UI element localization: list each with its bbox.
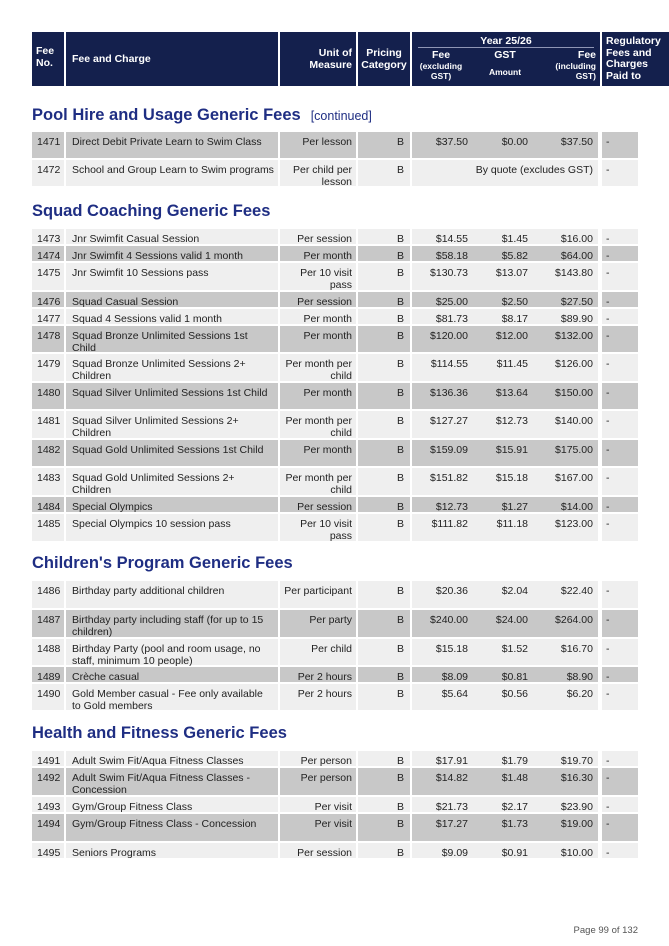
fee-number: 1488	[32, 639, 64, 665]
unit-of-measure: Per 2 hours	[280, 684, 356, 710]
fee-including-gst: $140.00	[532, 411, 598, 438]
section-title-childrens-program: Children's Program Generic Fees	[32, 554, 293, 572]
fee-description: Jnr Swimfit Casual Session	[66, 229, 278, 244]
fee-quote-note: By quote (excludes GST)	[412, 160, 598, 186]
pricing-category: B	[358, 768, 410, 795]
fee-excluding-gst: $17.91	[412, 751, 472, 766]
unit-of-measure: Per participant	[280, 581, 356, 608]
fee-including-gst: $89.90	[532, 309, 598, 324]
fee-including-gst: $16.70	[532, 639, 598, 665]
fee-including-gst: $175.00	[532, 440, 598, 466]
pricing-category: B	[358, 581, 410, 608]
fee-excluding-gst: $240.00	[412, 610, 472, 637]
fee-table-pool-hire	[32, 132, 638, 188]
table-row	[32, 263, 638, 290]
fee-number: 1489	[32, 667, 64, 682]
unit-of-measure: Per month per child	[280, 411, 356, 438]
fee-number: 1477	[32, 309, 64, 324]
unit-of-measure: Per month	[280, 246, 356, 261]
table-row	[32, 132, 638, 158]
table-row	[32, 797, 638, 812]
unit-of-measure: Per party	[280, 610, 356, 637]
fee-excluding-gst: $14.55	[412, 229, 472, 244]
fee-excluding-gst: $111.82	[412, 514, 472, 541]
gst-amount: $5.82	[472, 246, 532, 261]
fee-including-gst: $264.00	[532, 610, 598, 637]
fee-including-gst: $64.00	[532, 246, 598, 261]
fee-excluding-gst: $8.09	[412, 667, 472, 682]
fee-including-gst: $37.50	[532, 132, 598, 158]
fee-number: 1492	[32, 768, 64, 795]
table-row	[32, 383, 638, 409]
fee-description: Special Olympics	[66, 497, 278, 512]
fee-description: Adult Swim Fit/Aqua Fitness Classes	[66, 751, 278, 766]
pricing-category: B	[358, 246, 410, 261]
fee-including-gst: $150.00	[532, 383, 598, 409]
pricing-category: B	[358, 263, 410, 290]
fee-table-childrens-program	[32, 581, 638, 712]
fee-number: 1482	[32, 440, 64, 466]
pricing-category: B	[358, 684, 410, 710]
fee-description: Seniors Programs	[66, 843, 278, 858]
regulatory-paid-to: -	[602, 843, 638, 858]
pricing-category: B	[358, 354, 410, 381]
pricing-category: B	[358, 667, 410, 682]
header-gst	[474, 48, 536, 86]
fee-description: Gold Member casual - Fee only available to Gold members	[66, 684, 278, 710]
fee-description: Birthday Party (pool and room usage, no staff, minimum 10 people)	[66, 639, 278, 665]
fee-number: 1479	[32, 354, 64, 381]
fee-number: 1486	[32, 581, 64, 608]
unit-of-measure: Per person	[280, 768, 356, 795]
gst-amount: $15.91	[472, 440, 532, 466]
regulatory-paid-to: -	[602, 581, 638, 608]
table-row	[32, 354, 638, 381]
gst-amount: $8.17	[472, 309, 532, 324]
regulatory-paid-to: -	[602, 246, 638, 261]
gst-amount: $1.73	[472, 814, 532, 841]
regulatory-paid-to: -	[602, 667, 638, 682]
fee-description: Squad Bronze Unlimited Sessions 1st Child	[66, 326, 278, 352]
gst-amount: $1.52	[472, 639, 532, 665]
fee-excluding-gst: $58.18	[412, 246, 472, 261]
regulatory-paid-to: -	[602, 160, 638, 186]
table-row	[32, 468, 638, 495]
fee-description: Adult Swim Fit/Aqua Fitness Classes - Concession	[66, 768, 278, 795]
table-row	[32, 684, 638, 710]
pricing-category: B	[358, 440, 410, 466]
gst-amount: $13.07	[472, 263, 532, 290]
header-fee-excluding	[412, 48, 470, 86]
unit-of-measure: Per visit	[280, 797, 356, 812]
fee-description: Squad Gold Unlimited Sessions 2+ Children	[66, 468, 278, 495]
header-unit-of-measure: Unit of Measure	[280, 32, 356, 86]
unit-of-measure: Per child per lesson	[280, 160, 356, 186]
pricing-category: B	[358, 326, 410, 352]
fee-number: 1475	[32, 263, 64, 290]
regulatory-paid-to: -	[602, 132, 638, 158]
fee-including-gst: $167.00	[532, 468, 598, 495]
regulatory-paid-to: -	[602, 814, 638, 841]
fee-including-gst: $143.80	[532, 263, 598, 290]
table-row	[32, 160, 638, 186]
unit-of-measure: Per person	[280, 751, 356, 766]
regulatory-paid-to: -	[602, 751, 638, 766]
pricing-category: B	[358, 639, 410, 665]
fee-table-squad-coaching	[32, 229, 638, 543]
pricing-category: B	[358, 411, 410, 438]
fee-including-gst: $8.90	[532, 667, 598, 682]
header-fee-no: Fee No.	[32, 32, 64, 86]
gst-amount: $12.73	[472, 411, 532, 438]
gst-amount: $1.79	[472, 751, 532, 766]
fee-excluding-gst: $9.09	[412, 843, 472, 858]
fee-including-gst: $16.30	[532, 768, 598, 795]
fee-excluding-gst: $127.27	[412, 411, 472, 438]
fee-number: 1493	[32, 797, 64, 812]
regulatory-paid-to: -	[602, 468, 638, 495]
pricing-category: B	[358, 309, 410, 324]
section-continued-label: [continued]	[310, 109, 372, 123]
pricing-category: B	[358, 292, 410, 307]
section-title-health-fitness: Health and Fitness Generic Fees	[32, 724, 287, 742]
gst-amount: $2.50	[472, 292, 532, 307]
gst-amount: $12.00	[472, 326, 532, 352]
fee-number: 1473	[32, 229, 64, 244]
header-gst-sub: Amount	[488, 67, 522, 77]
fee-number: 1491	[32, 751, 64, 766]
pricing-category: B	[358, 610, 410, 637]
section-title-text: Pool Hire and Usage Generic Fees	[32, 106, 301, 124]
fee-excluding-gst: $136.36	[412, 383, 472, 409]
fee-excluding-gst: $12.73	[412, 497, 472, 512]
unit-of-measure: Per 10 visit pass	[280, 263, 356, 290]
table-row	[32, 843, 638, 858]
regulatory-paid-to: -	[602, 354, 638, 381]
gst-amount: $0.91	[472, 843, 532, 858]
unit-of-measure: Per month	[280, 383, 356, 409]
unit-of-measure: Per month	[280, 326, 356, 352]
fee-number: 1483	[32, 468, 64, 495]
table-row	[32, 768, 638, 795]
fee-number: 1481	[32, 411, 64, 438]
fee-including-gst: $6.20	[532, 684, 598, 710]
gst-amount: $2.17	[472, 797, 532, 812]
header-fee-excluding-label: Fee	[431, 49, 451, 61]
table-row	[32, 229, 638, 244]
gst-amount: $1.48	[472, 768, 532, 795]
table-row	[32, 610, 638, 637]
fee-including-gst: $126.00	[532, 354, 598, 381]
header-fee-including-sub: (including GST)	[555, 61, 596, 81]
fee-number: 1484	[32, 497, 64, 512]
pricing-category: B	[358, 797, 410, 812]
fee-description: Direct Debit Private Learn to Swim Class	[66, 132, 278, 158]
table-row	[32, 292, 638, 307]
header-fee-and-charge: Fee and Charge	[66, 32, 278, 86]
gst-amount: $1.45	[472, 229, 532, 244]
fee-including-gst: $19.00	[532, 814, 598, 841]
page-number: Page 99 of 132	[573, 925, 638, 936]
fee-excluding-gst: $20.36	[412, 581, 472, 608]
regulatory-paid-to: -	[602, 411, 638, 438]
gst-amount: $2.04	[472, 581, 532, 608]
unit-of-measure: Per month	[280, 440, 356, 466]
fee-including-gst: $22.40	[532, 581, 598, 608]
header-regulatory: Regulatory Fees and Charges Paid to	[602, 32, 669, 86]
pricing-category: B	[358, 514, 410, 541]
gst-amount: $1.27	[472, 497, 532, 512]
fee-excluding-gst: $151.82	[412, 468, 472, 495]
fee-number: 1478	[32, 326, 64, 352]
unit-of-measure: Per month	[280, 309, 356, 324]
unit-of-measure: Per month per child	[280, 468, 356, 495]
fee-description: Squad Silver Unlimited Sessions 1st Child	[66, 383, 278, 409]
fee-excluding-gst: $130.73	[412, 263, 472, 290]
fee-including-gst: $19.70	[532, 751, 598, 766]
pricing-category: B	[358, 383, 410, 409]
table-row	[32, 246, 638, 261]
fee-excluding-gst: $5.64	[412, 684, 472, 710]
table-row	[32, 326, 638, 352]
pricing-category: B	[358, 229, 410, 244]
fee-description: School and Group Learn to Swim programs	[66, 160, 278, 186]
fee-description: Gym/Group Fitness Class - Concession	[66, 814, 278, 841]
pricing-category: B	[358, 814, 410, 841]
header-pricing-category: Pricing Category	[358, 32, 410, 86]
fee-including-gst: $14.00	[532, 497, 598, 512]
table-row	[32, 639, 638, 665]
fee-number: 1490	[32, 684, 64, 710]
fee-description: Jnr Swimfit 4 Sessions valid 1 month	[66, 246, 278, 261]
regulatory-paid-to: -	[602, 263, 638, 290]
fee-table-health-fitness	[32, 751, 638, 860]
fee-description: Jnr Swimfit 10 Sessions pass	[66, 263, 278, 290]
fee-including-gst: $123.00	[532, 514, 598, 541]
fee-description: Squad Casual Session	[66, 292, 278, 307]
fee-excluding-gst: $159.09	[412, 440, 472, 466]
unit-of-measure: Per session	[280, 229, 356, 244]
fee-excluding-gst: $15.18	[412, 639, 472, 665]
unit-of-measure: Per session	[280, 292, 356, 307]
header-gst-label: GST	[494, 49, 516, 61]
table-row	[32, 411, 638, 438]
fee-description: Squad Silver Unlimited Sessions 2+ Children	[66, 411, 278, 438]
gst-amount: $15.18	[472, 468, 532, 495]
regulatory-paid-to: -	[602, 639, 638, 665]
unit-of-measure: Per child	[280, 639, 356, 665]
regulatory-paid-to: -	[602, 514, 638, 541]
unit-of-measure: Per session	[280, 497, 356, 512]
fee-description: Squad Gold Unlimited Sessions 1st Child	[66, 440, 278, 466]
fee-number: 1494	[32, 814, 64, 841]
header-fee-excluding-sub: (excluding GST)	[419, 61, 463, 81]
regulatory-paid-to: -	[602, 309, 638, 324]
fee-number: 1485	[32, 514, 64, 541]
fee-including-gst: $16.00	[532, 229, 598, 244]
fee-excluding-gst: $114.55	[412, 354, 472, 381]
regulatory-paid-to: -	[602, 684, 638, 710]
table-row	[32, 497, 638, 512]
table-row	[32, 751, 638, 766]
fee-including-gst: $27.50	[532, 292, 598, 307]
fee-excluding-gst: $21.73	[412, 797, 472, 812]
fee-number: 1495	[32, 843, 64, 858]
fee-excluding-gst: $37.50	[412, 132, 472, 158]
fee-excluding-gst: $25.00	[412, 292, 472, 307]
pricing-category: B	[358, 751, 410, 766]
fee-including-gst: $10.00	[532, 843, 598, 858]
unit-of-measure: Per session	[280, 843, 356, 858]
fee-number: 1487	[32, 610, 64, 637]
regulatory-paid-to: -	[602, 497, 638, 512]
pricing-category: B	[358, 132, 410, 158]
fee-number: 1474	[32, 246, 64, 261]
unit-of-measure: Per lesson	[280, 132, 356, 158]
fee-description: Crèche casual	[66, 667, 278, 682]
fee-number: 1480	[32, 383, 64, 409]
header-year-group	[412, 32, 600, 86]
unit-of-measure: Per visit	[280, 814, 356, 841]
unit-of-measure: Per 10 visit pass	[280, 514, 356, 541]
fee-excluding-gst: $14.82	[412, 768, 472, 795]
fee-excluding-gst: $81.73	[412, 309, 472, 324]
fee-description: Birthday party additional children	[66, 581, 278, 608]
gst-amount: $24.00	[472, 610, 532, 637]
fee-description: Gym/Group Fitness Class	[66, 797, 278, 812]
fee-description: Squad 4 Sessions valid 1 month	[66, 309, 278, 324]
fee-number: 1472	[32, 160, 64, 186]
section-title-pool-hire	[32, 106, 372, 125]
fee-including-gst: $23.90	[532, 797, 598, 812]
pricing-category: B	[358, 468, 410, 495]
header-fee-including	[536, 48, 596, 86]
gst-amount: $11.45	[472, 354, 532, 381]
regulatory-paid-to: -	[602, 383, 638, 409]
fee-excluding-gst: $17.27	[412, 814, 472, 841]
table-row	[32, 667, 638, 682]
pricing-category: B	[358, 160, 410, 186]
pricing-category: B	[358, 497, 410, 512]
fee-description: Special Olympics 10 session pass	[66, 514, 278, 541]
table-row	[32, 814, 638, 841]
section-title-squad-coaching: Squad Coaching Generic Fees	[32, 202, 271, 220]
gst-amount: $13.64	[472, 383, 532, 409]
fee-excluding-gst: $120.00	[412, 326, 472, 352]
regulatory-paid-to: -	[602, 326, 638, 352]
fee-including-gst: $132.00	[532, 326, 598, 352]
table-row	[32, 309, 638, 324]
gst-amount: $0.81	[472, 667, 532, 682]
gst-amount: $0.00	[472, 132, 532, 158]
regulatory-paid-to: -	[602, 610, 638, 637]
fee-description: Squad Bronze Unlimited Sessions 2+ Children	[66, 354, 278, 381]
fee-description: Birthday party including staff (for up to 15 children)	[66, 610, 278, 637]
header-year: Year 25/26	[480, 35, 532, 47]
fee-number: 1476	[32, 292, 64, 307]
table-row	[32, 440, 638, 466]
table-row	[32, 514, 638, 541]
header-fee-including-label: Fee	[577, 49, 596, 61]
regulatory-paid-to: -	[602, 229, 638, 244]
gst-amount: $0.56	[472, 684, 532, 710]
unit-of-measure: Per 2 hours	[280, 667, 356, 682]
regulatory-paid-to: -	[602, 768, 638, 795]
regulatory-paid-to: -	[602, 440, 638, 466]
unit-of-measure: Per month per child	[280, 354, 356, 381]
pricing-category: B	[358, 843, 410, 858]
regulatory-paid-to: -	[602, 292, 638, 307]
fee-number: 1471	[32, 132, 64, 158]
table-row	[32, 581, 638, 608]
gst-amount: $11.18	[472, 514, 532, 541]
regulatory-paid-to: -	[602, 797, 638, 812]
